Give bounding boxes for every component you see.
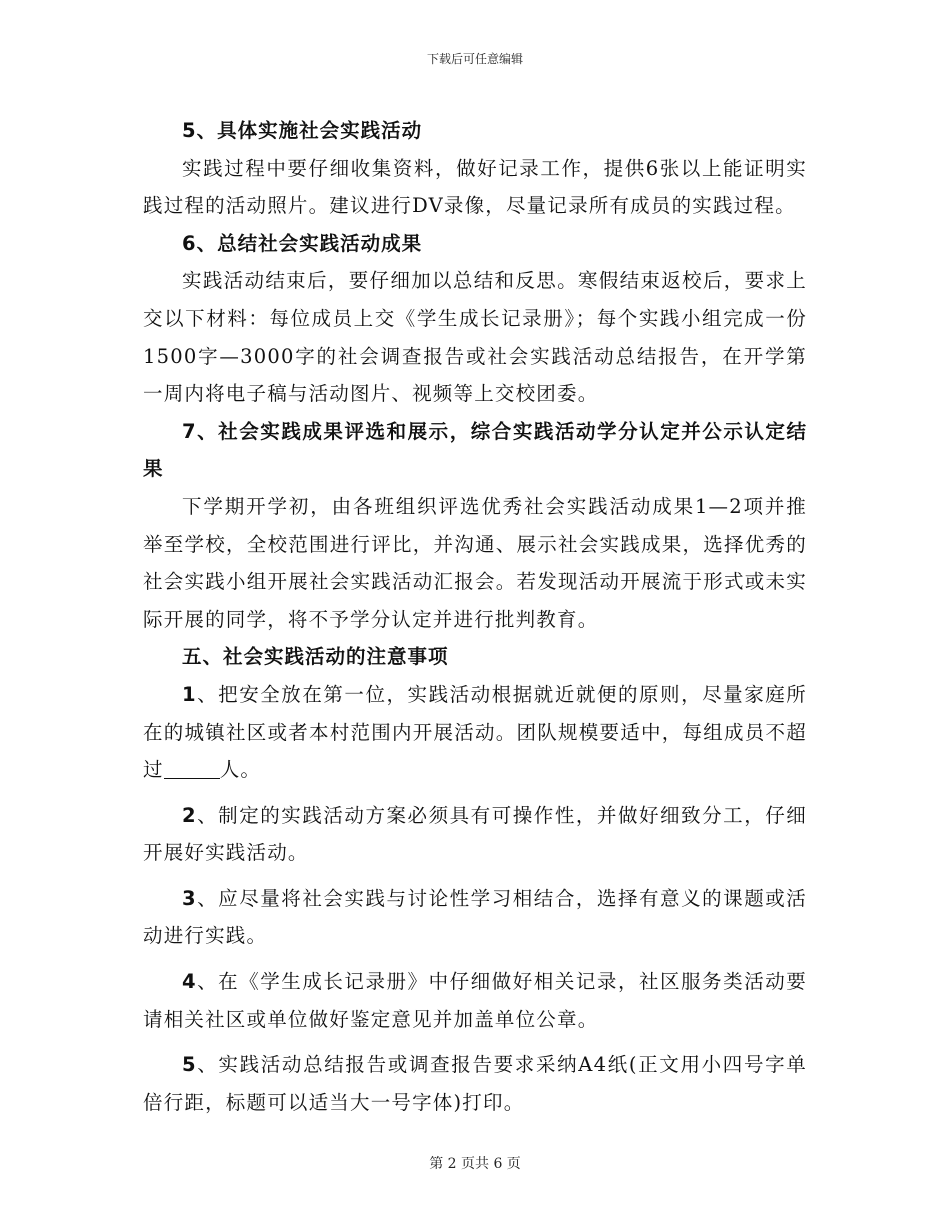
note-tail: 人。: [219, 758, 262, 782]
step-number: 6: [182, 231, 197, 255]
note-5: [143, 1046, 807, 1121]
fill-in-blank: [164, 759, 220, 780]
note-2: [143, 797, 807, 872]
step-title: 、总结社会实践活动成果: [196, 231, 423, 255]
note-text: 、在《学生成长记录册》中仔细做好相关记录，社区服务类活动要请相关社区或单位做好鉴定意见并加盖单位公章。: [143, 970, 807, 1031]
note-1: [143, 676, 807, 789]
note-number: 2: [182, 803, 197, 827]
paragraph: 实践过程中要仔细收集资料，做好记录工作，提供6张以上能证明实践过程的活动照片。建议进行DV录像，尽量记录所有成员的实践过程。: [143, 156, 807, 218]
paragraph: 实践活动结束后，要仔细加以总结和反思。寒假结束返校后，要求上交以下材料：每位成员上交《学生成长记录册》；每个实践小组完成一份1500字—3000字的社会调查报告或社会实践活动总结报告，在开学第一周内将电子稿与活动图片、视频等上交校团委。: [143, 269, 807, 406]
note-number: 4: [182, 970, 197, 994]
step-title: 、社会实践成果评选和展示，综合实践活动学分认定并公示认定结果: [143, 419, 807, 481]
step-number: 5: [182, 119, 197, 142]
page-footer: 第 2 页共 6 页: [429, 1156, 521, 1172]
document-body: [143, 112, 807, 1121]
section-heading: 五、社会实践活动的注意事项: [182, 645, 449, 669]
step-5-heading: [143, 112, 807, 150]
note-text: 、实践活动总结报告或调查报告要求采纳A4纸(正文用小四号字单倍行距，标题可以适当大一号字体)打印。: [143, 1053, 807, 1114]
note-3: [143, 880, 807, 955]
note-number: 5: [182, 1053, 197, 1077]
note-number: 1: [182, 682, 197, 706]
note-4: [143, 963, 807, 1038]
note-text: 、把安全放在第一位，实践活动根据就近就便的原则，尽量家庭所在的城镇社区或者本村范围内开展活动。团队规模要适中，每组成员不超过: [143, 682, 807, 782]
note-number: 3: [182, 886, 197, 910]
step-7-heading: [143, 413, 807, 488]
step-number: 7: [182, 419, 197, 443]
step-6-heading: [143, 225, 807, 263]
note-text: 、制定的实践活动方案必须具有可操作性，并做好细致分工，仔细开展好实践活动。: [143, 803, 807, 865]
note-text: 、应尽量将社会实践与讨论性学习相结合，选择有意义的课题或活动进行实践。: [143, 886, 807, 948]
step-title: 、具体实施社会实践活动: [196, 119, 423, 142]
paragraph: 下学期开学初，由各班组织评选优秀社会实践活动成果1—2项并推举至学校，全校范围进行评比，并沟通、展示社会实践成果，选择优秀的社会实践小组开展社会实践活动汇报会。若发现活动开展流于形式或未实际开展的同学，将不予学分认定并进行批判教育。: [143, 494, 807, 631]
page-header: 下载后可任意编辑: [426, 52, 523, 66]
